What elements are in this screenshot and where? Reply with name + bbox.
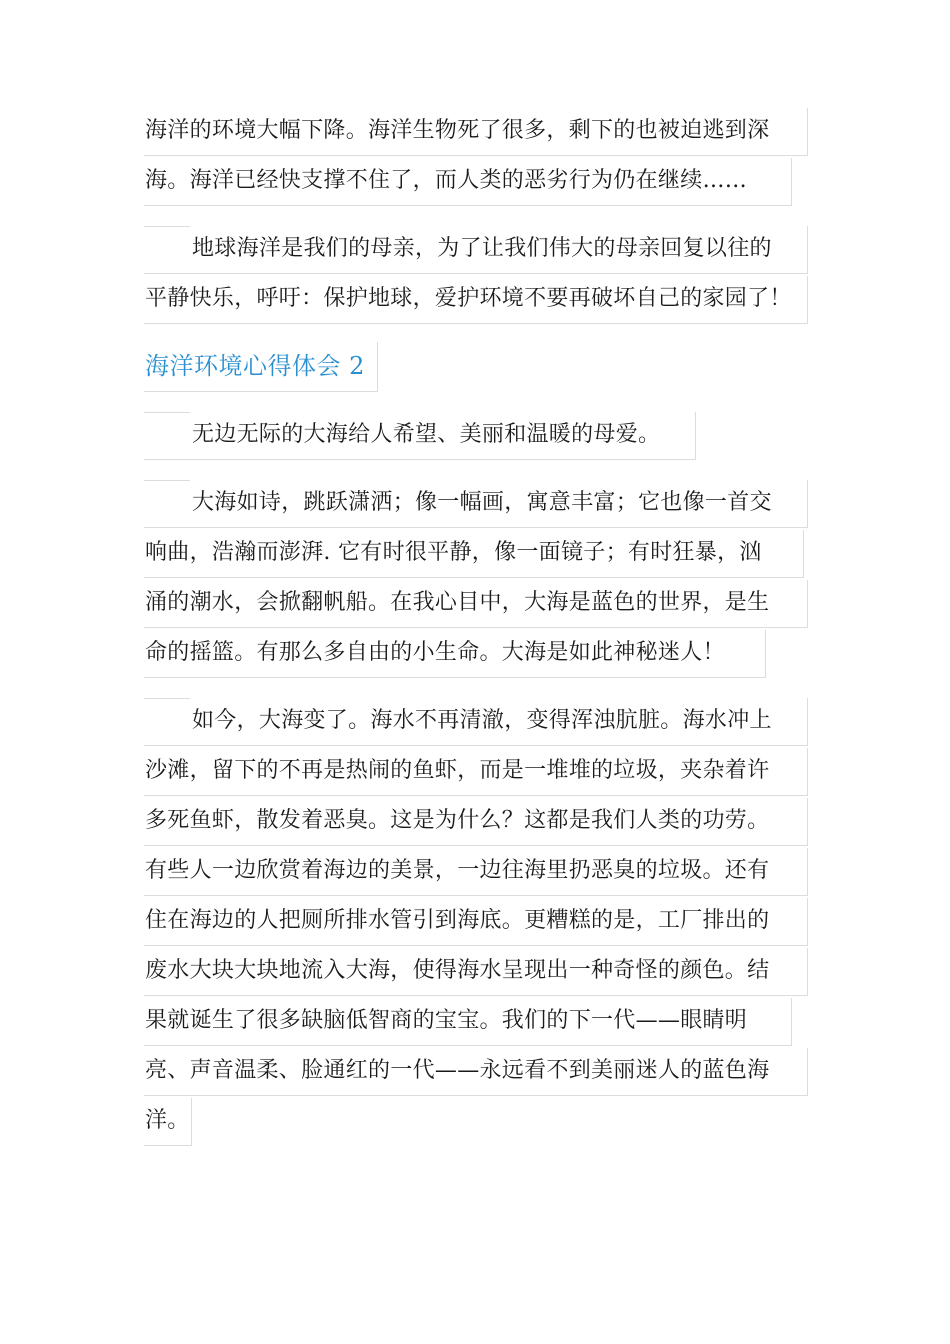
paragraph-line: 命的摇篮。有那么多自由的小生命。大海是如此神秘迷人！	[144, 630, 766, 678]
paragraph-line: 海洋的环境大幅下降。海洋生物死了很多，剩下的也被迫逃到深	[144, 108, 808, 156]
paragraph-line: 多死鱼虾，散发着恶臭。这是为什么？这都是我们人类的功劳。	[144, 798, 808, 846]
paragraph-line: 地球海洋是我们的母亲，为了让我们伟大的母亲回复以往的	[144, 226, 808, 274]
paragraph-line: 果就诞生了很多缺脑低智商的宝宝。我们的下一代——眼睛明	[144, 998, 792, 1046]
paragraph-line: 沙滩，留下的不再是热闹的鱼虾，而是一堆堆的垃圾，夹杂着许	[144, 748, 808, 796]
paragraph-line: 海。海洋已经快支撑不住了，而人类的恶劣行为仍在继续……	[144, 158, 792, 206]
paragraph-line: 有些人一边欣赏着海边的美景，一边往海里扔恶臭的垃圾。还有	[144, 848, 808, 896]
paragraph-line: 住在海边的人把厕所排水管引到海底。更糟糕的是，工厂排出的	[144, 898, 808, 946]
paragraph-line: 平静快乐，呼吁：保护地球，爱护环境不要再破坏自己的家园了！	[144, 276, 808, 324]
paragraph-line: 洋。	[144, 1098, 192, 1146]
paragraph-line: 响曲，浩瀚而澎湃. 它有时很平静，像一面镜子；有时狂暴，汹	[144, 530, 804, 578]
paragraph-line: 废水大块大块地流入大海，使得海水呈现出一种奇怪的颜色。结	[144, 948, 808, 996]
paragraph-line: 涌的潮水，会掀翻帆船。在我心目中，大海是蓝色的世界，是生	[144, 580, 808, 628]
paragraph-line: 大海如诗，跳跃潇洒；像一幅画，寓意丰富；它也像一首交	[144, 480, 808, 528]
paragraph-line: 亮、声音温柔、脸通红的一代——永远看不到美丽迷人的蓝色海	[144, 1048, 808, 1096]
section-heading: 海洋环境心得体会 2	[144, 342, 378, 392]
paragraph-line: 无边无际的大海给人希望、美丽和温暖的母爱。	[144, 412, 696, 460]
paragraph-line: 如今，大海变了。海水不再清澈，变得浑浊肮脏。海水冲上	[144, 698, 808, 746]
